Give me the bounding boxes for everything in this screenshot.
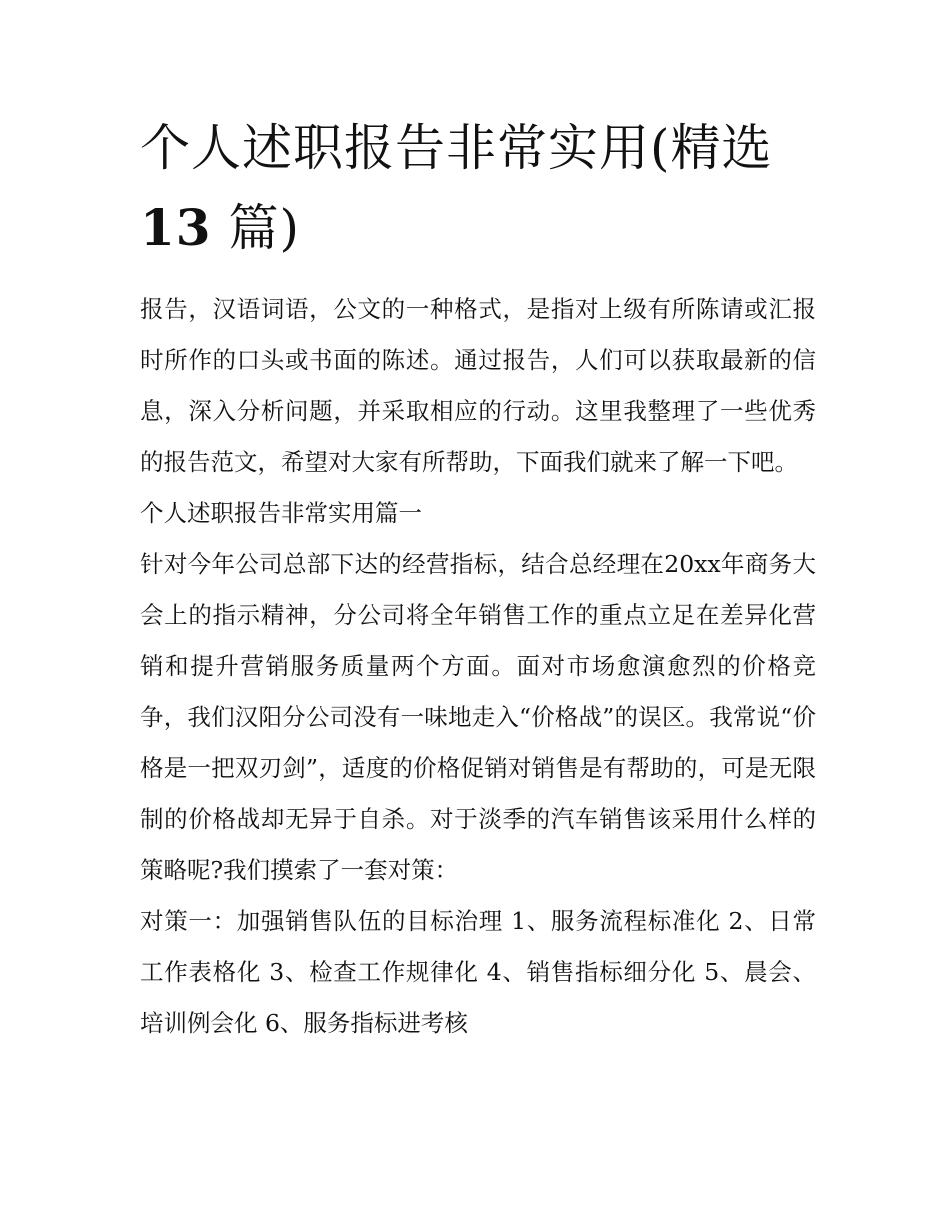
intro-paragraph: 报告，汉语词语，公文的一种格式，是指对上级有所陈请或汇报时所作的口头或书面的陈述。通过报告，人们可以获取最新的信息，深入分析问题，并采取相应的行动。这里我整理了一些优秀的报告范文，希望对大家有所帮助，下面我们就来了解一下吧。 bbox=[140, 295, 816, 476]
title-tail: 篇) bbox=[228, 199, 301, 257]
body-paragraph: 针对今年公司总部下达的经营指标，结合总经理在20xx年商务大会上的指示精神，分公司将全年销售工作的重点立足在差异化营销和提升营销服务质量两个方面。面对市场愈演愈烈的价格竞争，我们汉阳分公司没有一味地走入“价格战”的误区。我常说“价格是一把双刃剑”，适度的价格促销对销售是有帮助的，可是无限制的价格战却无异于自杀。对于淡季的汽车销售该采用什么样的策略呢?我们摸索了一套对策： bbox=[140, 550, 816, 884]
page-title bbox=[140, 108, 816, 268]
section-heading: 个人述职报告非常实用篇一 bbox=[140, 499, 422, 527]
strategy-paragraph: 对策一：加强销售队伍的目标治理 1、服务流程标准化 2、日常工作表格化 3、检查工作规律化 4、销售指标细分化 5、晨会、培训例会化 6、服务指标进考核 bbox=[140, 907, 816, 1037]
document-content bbox=[140, 108, 816, 1049]
title-main: 个人述职报告非常实用(精选 bbox=[140, 119, 773, 177]
title-number: 13 bbox=[140, 198, 212, 257]
